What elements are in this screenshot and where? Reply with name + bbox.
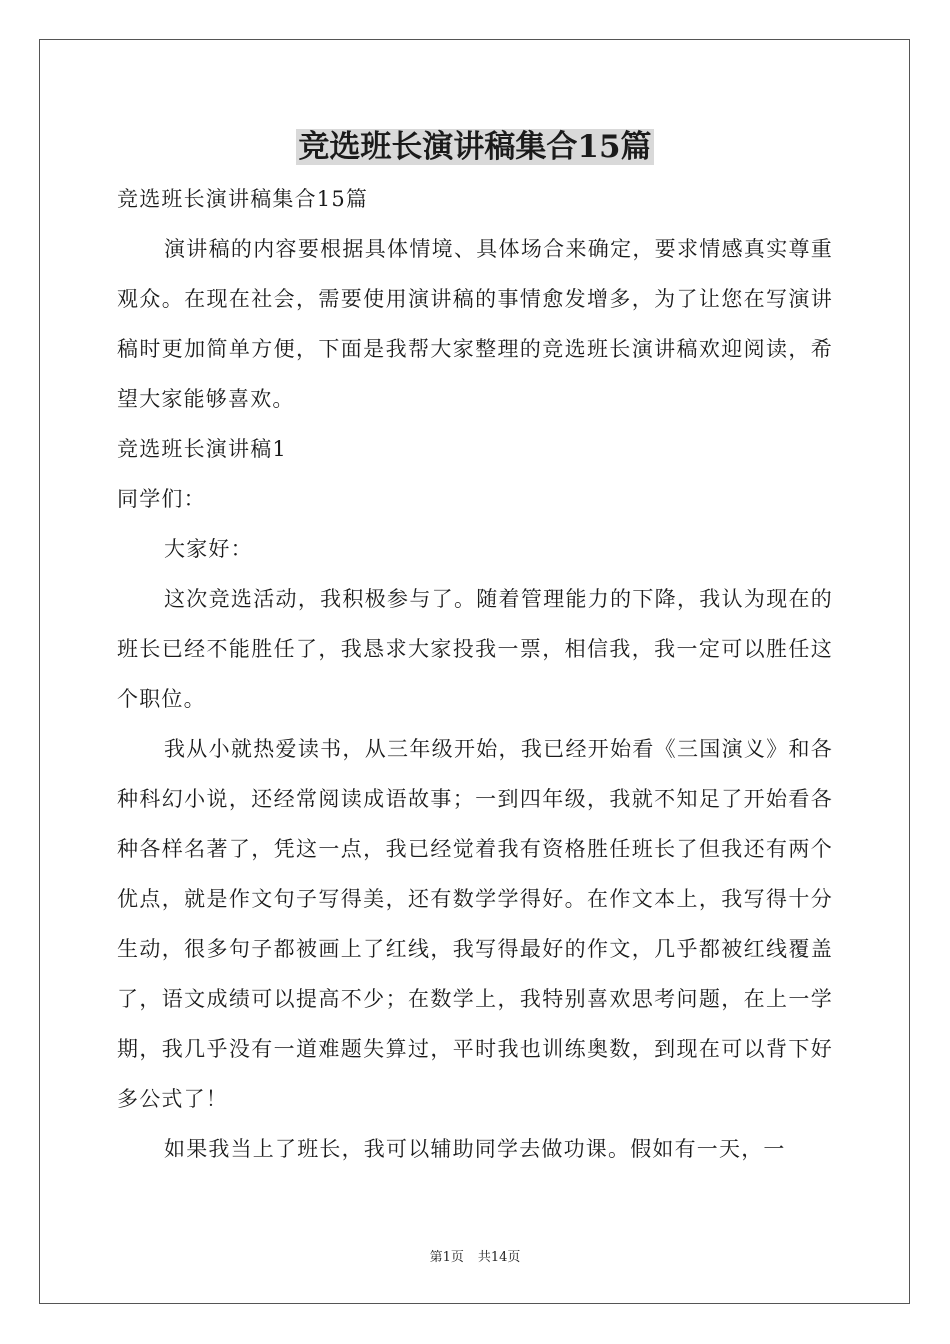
paragraph: 这次竞选活动，我积极参与了。随着管理能力的下降，我认为现在的班长已经不能胜任了，我恳求大家投我一票，相信我，我一定可以胜任这个职位。 bbox=[117, 587, 833, 711]
paragraph: 演讲稿的内容要根据具体情境、具体场合来确定，要求情感真实尊重观众。在现在社会，需要使用演讲稿的事情愈发增多，为了让您在写演讲稿时更加简单方便，下面是我帮大家整理的竞选班长演讲稿欢迎阅读，希望大家能够喜欢。 bbox=[117, 237, 833, 411]
document-title-text: 竞选班长演讲稿集合15篇 bbox=[298, 129, 652, 165]
document-title bbox=[0, 124, 950, 170]
paragraph: 同学们： bbox=[117, 487, 206, 511]
paragraph: 如果我当上了班长，我可以辅助同学去做功课。假如有一天，一 bbox=[164, 1137, 786, 1161]
page-number-current: 第1页 bbox=[429, 1250, 464, 1265]
page-footer bbox=[0, 1249, 950, 1267]
paragraph: 竞选班长演讲稿1 bbox=[117, 437, 287, 461]
paragraph: 大家好： bbox=[164, 537, 253, 561]
paragraph: 竞选班长演讲稿集合15篇 bbox=[117, 187, 369, 211]
document-body bbox=[117, 174, 833, 1174]
paragraph: 我从小就热爱读书，从三年级开始，我已经开始看《三国演义》和各种科幻小说，还经常阅读成语故事；一到四年级，我就不知足了开始看各种各样名著了，凭这一点，我已经觉着我有资格胜任班长了但我还有两个优点，就是作文句子写得美，还有数学学得好。在作文本上，我写得十分生动，很多句子都被画上了红线，我写得最好的作文，几乎都被红线覆盖了，语文成绩可以提高不少；在数学上，我特别喜欢思考问题，在上一学期，我几乎没有一道难题失算过，平时我也训练奥数，到现在可以背下好多公式了！ bbox=[117, 737, 833, 1111]
page-number-total: 共14页 bbox=[477, 1250, 521, 1265]
